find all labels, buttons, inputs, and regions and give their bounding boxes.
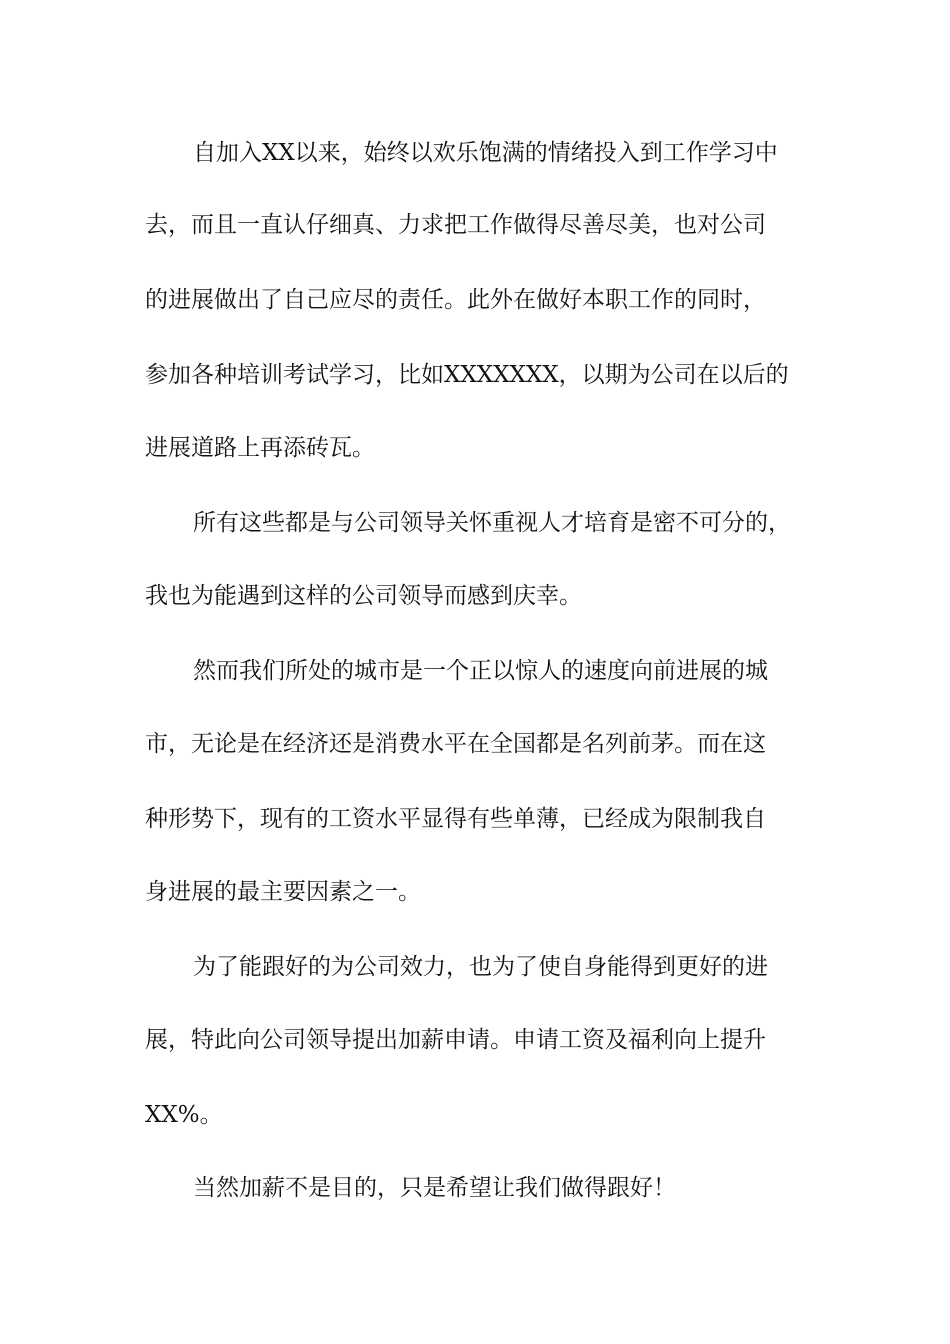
paragraph-3-line-3: 种形势下，现有的工资水平显得有些单薄，已经成为限制我自 — [145, 806, 766, 832]
paragraph-1-line-3: 的进展做出了自己应尽的责任。此外在做好本职工作的同时， — [145, 287, 766, 313]
paragraph-3-line-2: 市，无论是在经济还是消费水平在全国都是名列前茅。而在这 — [145, 731, 766, 757]
paragraph-2-line-1: 所有这些都是与公司领导关怀重视人才培育是密不可分的， — [193, 510, 791, 536]
paragraph-4-line-2: 展，特此向公司领导提出加薪申请。申请工资及福利向上提升 — [145, 1027, 766, 1053]
paragraph-3-line-1: 然而我们所处的城市是一个正以惊人的速度向前进展的城 — [193, 658, 768, 684]
paragraph-1-line-4: 参加各种培训考试学习，比如XXXXXXX，以期为公司在以后的 — [145, 362, 789, 388]
paragraph-2-line-2: 我也为能遇到这样的公司领导而感到庆幸。 — [145, 583, 582, 609]
paragraph-1-line-1: 自加入XX以来，始终以欢乐饱满的情绪投入到工作学习中 — [193, 140, 778, 166]
paragraph-5-line-1: 当然加薪不是目的，只是希望让我们做得跟好！ — [193, 1175, 676, 1201]
paragraph-1-line-5: 进展道路上再添砖瓦。 — [145, 435, 375, 461]
paragraph-3-line-4: 身进展的最主要因素之一。 — [145, 879, 421, 905]
paragraph-4-line-1: 为了能跟好的为公司效力，也为了使自身能得到更好的进 — [193, 954, 768, 980]
paragraph-1-line-2: 去，而且一直认仔细真、力求把工作做得尽善尽美，也对公司 — [145, 212, 766, 238]
paragraph-4-line-3: XX%。 — [145, 1102, 223, 1128]
